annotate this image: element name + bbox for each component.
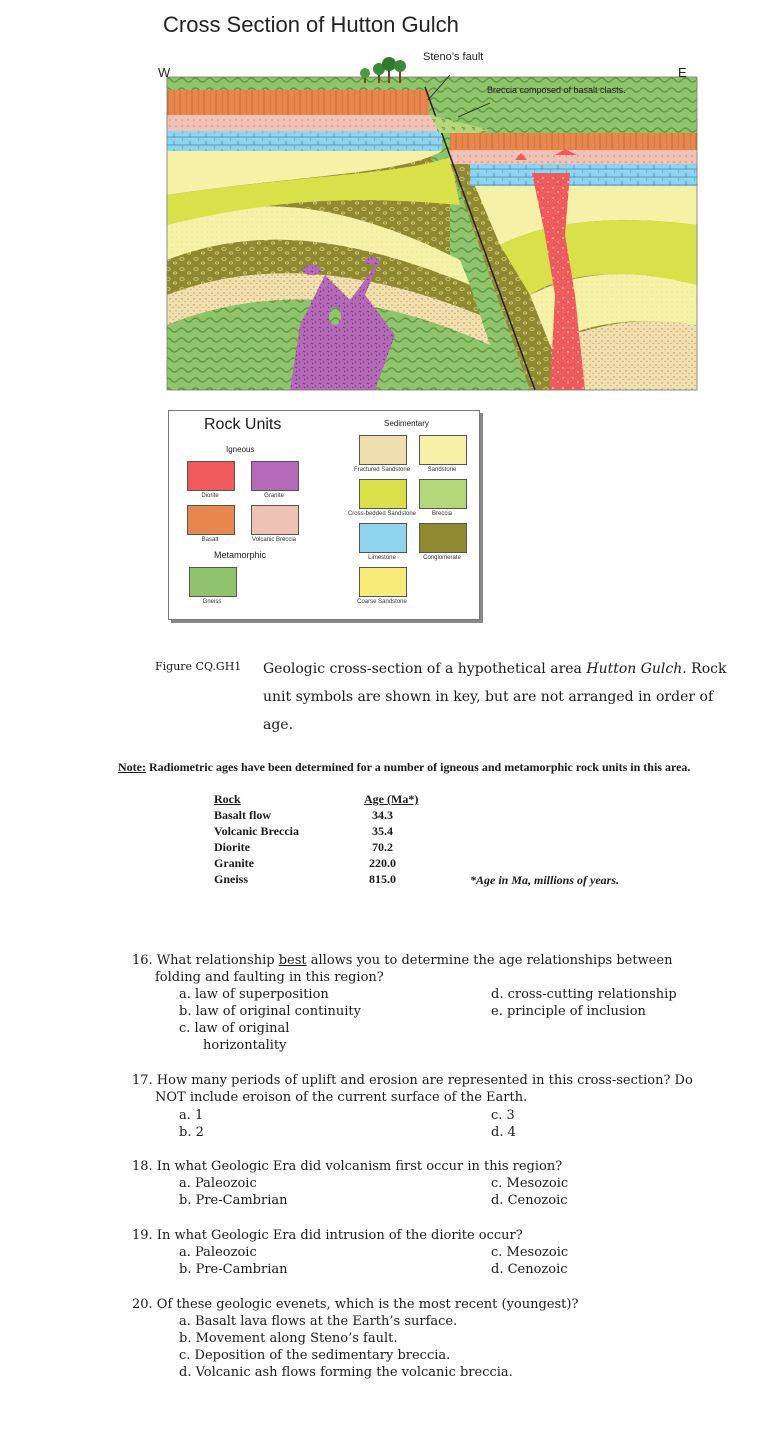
cross-section-diagram xyxy=(150,45,710,395)
q16-option-c-line2: horizontality xyxy=(203,1038,287,1053)
question-16-stem xyxy=(132,952,752,969)
label-basalt: Basalt xyxy=(201,537,219,543)
label-sandstone: Sandstone xyxy=(427,467,457,473)
figure-title: Cross Section of Hutton Gulch xyxy=(163,12,459,37)
label-fractured-sandstone: Fractured Sandstone xyxy=(353,467,411,473)
east-label: E xyxy=(678,65,687,80)
question-16-stem-line2: folding and faulting in this region? xyxy=(155,970,384,985)
q19-option-d[interactable]: d. Cenozoic xyxy=(491,1262,568,1277)
q18-option-c[interactable]: c. Mesozoic xyxy=(491,1176,569,1191)
rock-age: 815.0 xyxy=(369,872,396,886)
q16-option-e[interactable]: e. principle of inclusion xyxy=(491,1004,646,1019)
table-row xyxy=(214,872,474,888)
q17-option-c[interactable]: c. 3 xyxy=(491,1108,515,1123)
q20-option-d[interactable]: d. Volcanic ash flows forming the volcanic breccia. xyxy=(179,1365,513,1380)
rock-units-legend xyxy=(168,410,480,620)
q18-option-d[interactable]: d. Cenozoic xyxy=(491,1193,568,1208)
rock-age: 34.3 xyxy=(372,808,393,822)
rock-age: 35.4 xyxy=(372,824,393,838)
q17-option-d[interactable]: d. 4 xyxy=(491,1125,516,1140)
swatch-diorite xyxy=(187,461,235,491)
label-coarse-sandstone: Coarse Sandstone xyxy=(357,599,407,605)
label-conglomerate: Conglomerate xyxy=(423,555,461,561)
label-volcanic-breccia: Volcanic Breccia xyxy=(251,537,297,543)
q19-option-b[interactable]: b. Pre-Cambrian xyxy=(179,1262,288,1277)
swatch-breccia xyxy=(419,479,467,509)
q16-stem-a: 16. What relationship xyxy=(132,953,279,968)
west-label: W xyxy=(158,65,171,80)
caption-text-b: . Rock unit symbols are shown in key, but are not arranged in order of age. xyxy=(263,661,727,733)
col-age: Age (Ma*) xyxy=(364,792,419,806)
figure-caption xyxy=(263,655,743,739)
q16-stem-best: best xyxy=(278,953,307,968)
breccia-label: Breccia composed of basalt clasts. xyxy=(487,85,626,95)
swatch-sandstone xyxy=(419,435,467,465)
rock-name: Basalt flow xyxy=(214,808,271,822)
swatch-basalt xyxy=(187,505,235,535)
q16-option-a[interactable]: a. law of superposition xyxy=(179,987,329,1002)
q16-option-d[interactable]: d. cross-cutting relationship xyxy=(491,987,677,1002)
question-18-stem: 18. In what Geologic Era did volcanism first occur in this region? xyxy=(132,1159,563,1174)
question-17-stem: 17. How many periods of uplift and erosion are represented in this cross-section? Do xyxy=(132,1073,693,1088)
age-footnote: *Age in Ma, millions of years. xyxy=(470,873,620,887)
label-gneiss: Gneiss xyxy=(202,599,222,605)
label-diorite: Diorite xyxy=(201,493,219,499)
label-granite: Granite xyxy=(264,493,284,499)
label-cross-bedded-sandstone: Cross-bedded Sandstone xyxy=(347,511,417,517)
swatch-granite xyxy=(251,461,299,491)
note-text: Radiometric ages have been determined for a number of igneous and metamorphic rock units in this area. xyxy=(145,760,691,774)
swatch-coarse-sandstone xyxy=(359,567,407,597)
q18-option-a[interactable]: a. Paleozoic xyxy=(179,1176,257,1191)
swatch-conglomerate xyxy=(419,523,467,553)
swatch-gneiss xyxy=(189,567,237,597)
q16-stem-b: allows you to determine the age relationships between xyxy=(306,953,673,968)
q20-option-b[interactable]: b. Movement along Steno’s fault. xyxy=(179,1331,398,1346)
figure-id: Figure CQ.GH1 xyxy=(155,660,242,673)
q17-option-b[interactable]: b. 2 xyxy=(179,1125,204,1140)
rock-name: Gneiss xyxy=(214,872,249,886)
q19-option-a[interactable]: a. Paleozoic xyxy=(179,1245,257,1260)
q20-option-a[interactable]: a. Basalt lava flows at the Earth’s surface. xyxy=(179,1314,458,1329)
q19-option-c[interactable]: c. Mesozoic xyxy=(491,1245,569,1260)
swatch-fractured-sandstone xyxy=(359,435,407,465)
label-limestone: Limestone xyxy=(368,555,396,561)
note-label: Note: xyxy=(118,760,146,774)
sedimentary-heading: Sedimentary xyxy=(384,419,429,428)
label-breccia: Breccia xyxy=(431,511,452,517)
table-row xyxy=(214,824,474,840)
q18-option-b[interactable]: b. Pre-Cambrian xyxy=(179,1193,288,1208)
rock-age: 220.0 xyxy=(369,856,396,870)
metamorphic-heading: Metamorphic xyxy=(214,550,267,560)
igneous-heading: Igneous xyxy=(226,445,255,454)
caption-text-a: Geologic cross-section of a hypothetical area xyxy=(263,661,587,677)
q17-option-a[interactable]: a. 1 xyxy=(179,1108,204,1123)
swatch-limestone xyxy=(359,523,407,553)
swatch-volcanic-breccia xyxy=(251,505,299,535)
q20-option-c[interactable]: c. Deposition of the sedimentary breccia. xyxy=(179,1348,451,1363)
rock-name: Granite xyxy=(214,856,254,870)
table-row xyxy=(214,808,474,824)
table-row xyxy=(214,856,474,872)
fault-label: Steno’s fault xyxy=(423,51,484,63)
q16-option-c[interactable]: c. law of original xyxy=(179,1021,290,1036)
table-row xyxy=(214,840,474,856)
question-19-stem: 19. In what Geologic Era did intrusion of the diorite occur? xyxy=(132,1228,523,1243)
rock-name: Volcanic Breccia xyxy=(214,824,299,838)
q16-option-b[interactable]: b. law of original continuity xyxy=(179,1004,361,1019)
rock-age: 70.2 xyxy=(372,840,393,854)
col-rock: Rock xyxy=(214,792,241,806)
rock-name: Diorite xyxy=(214,840,250,854)
question-17-stem-line2: NOT include eroison of the current surface of the Earth. xyxy=(155,1090,528,1105)
radiometric-note xyxy=(118,760,718,775)
legend-title: Rock Units xyxy=(204,416,282,433)
swatch-cross-bedded-sandstone xyxy=(359,479,407,509)
question-20-stem: 20. Of these geologic evenets, which is the most recent (youngest)? xyxy=(132,1297,579,1312)
caption-italic: Hutton Gulch xyxy=(586,661,683,677)
